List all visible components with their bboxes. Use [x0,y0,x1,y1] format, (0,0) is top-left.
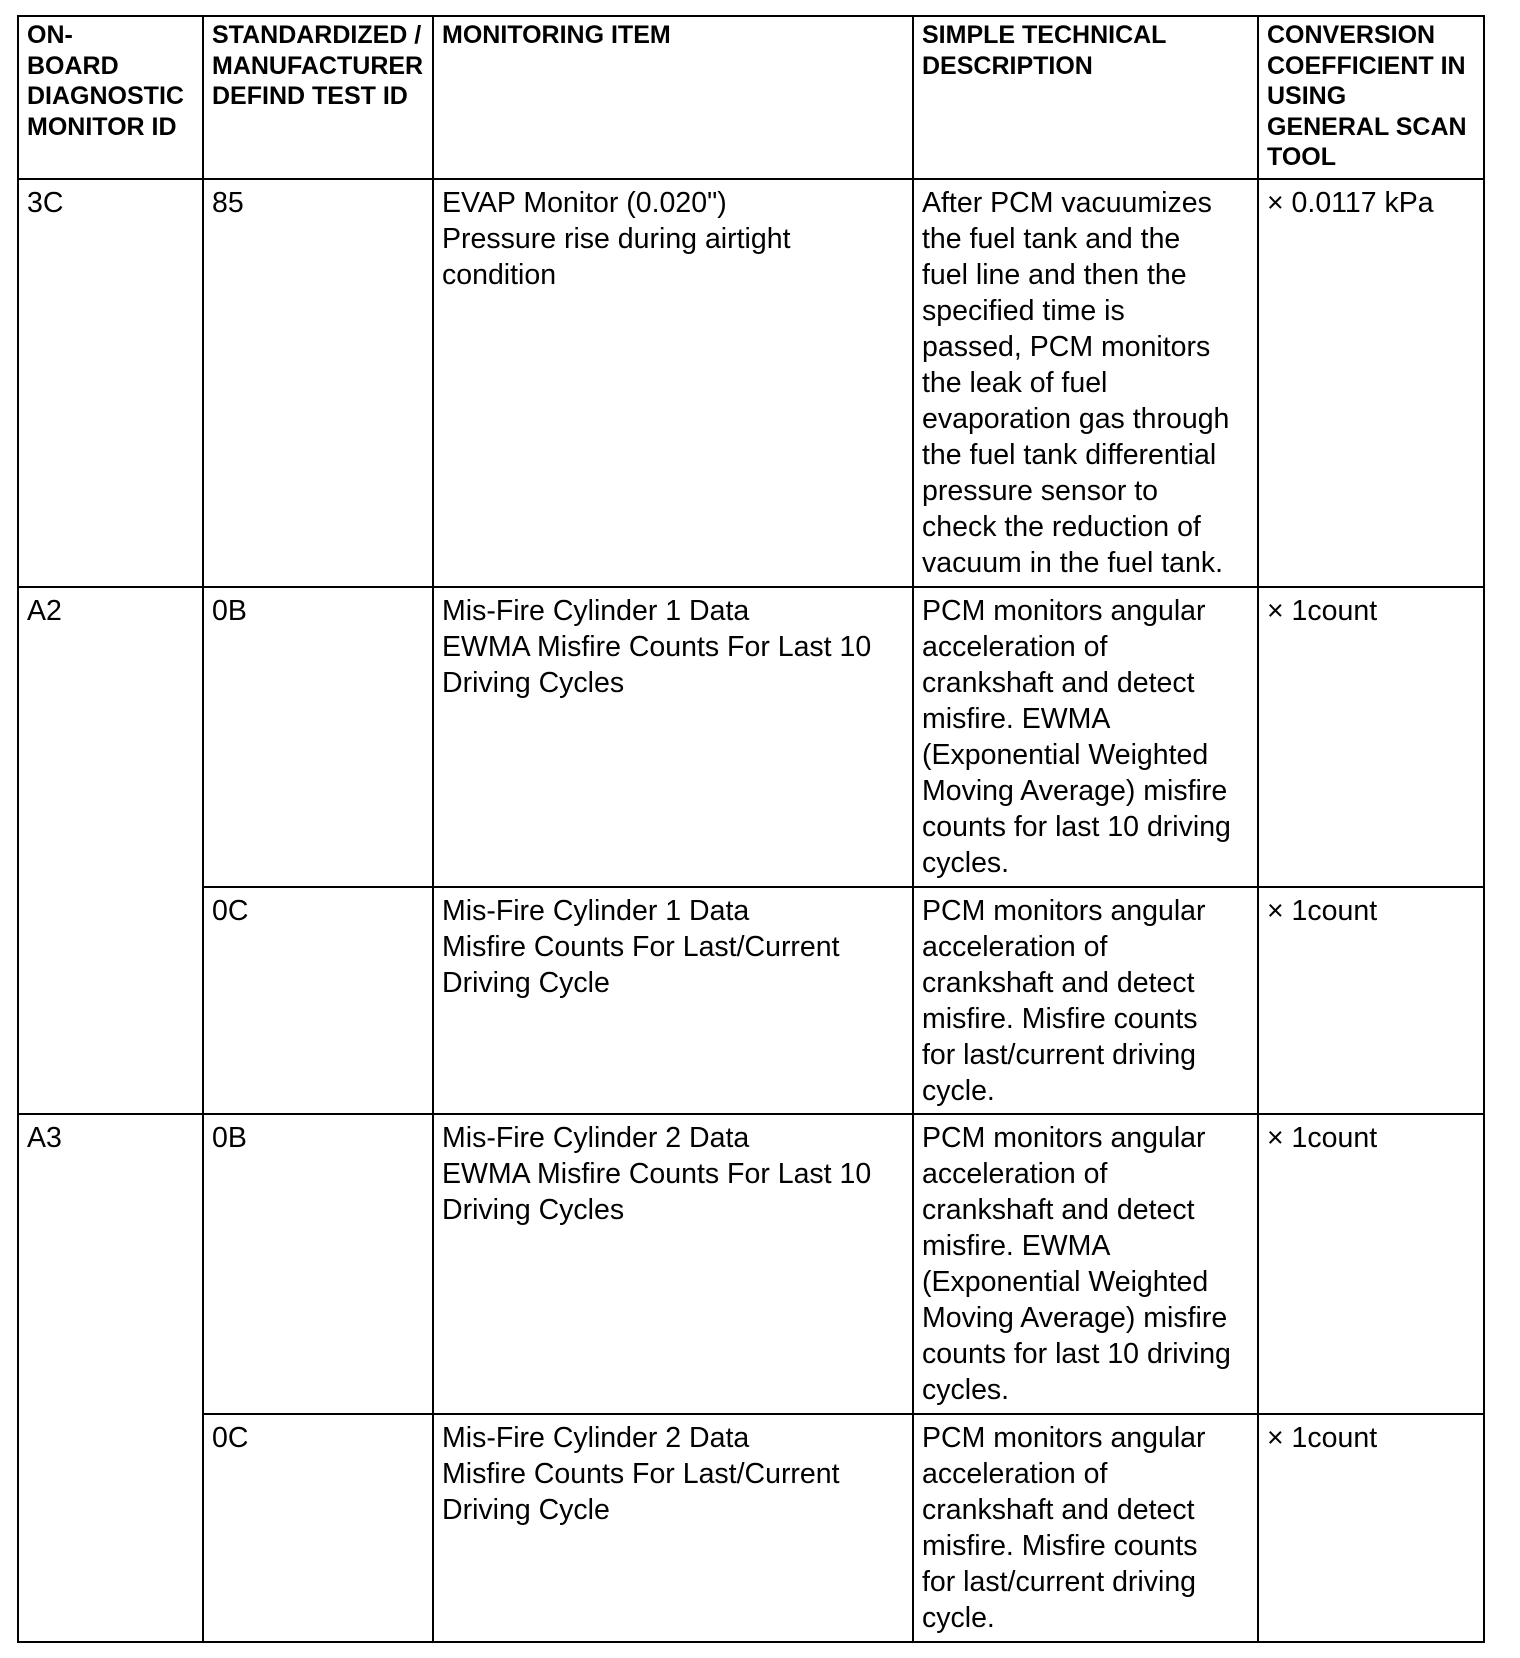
cell-conversion-coefficient: × 1count [1258,587,1484,887]
cell-technical-description: PCM monitors angular acceleration of crankshaft and detect misfire. Misfire counts for last/current driving cycle. [913,887,1258,1114]
cell-conversion-coefficient: × 1count [1258,1114,1484,1414]
table-row [18,179,1484,587]
cell-monitoring-item: Mis-Fire Cylinder 1 Data EWMA Misfire Counts For Last 10 Driving Cycles [433,587,913,887]
table-row [18,1414,1484,1642]
table-row [18,887,1484,1114]
cell-technical-description: After PCM vacuumizes the fuel tank and the fuel line and then the specified time is passed, PCM monitors the leak of fuel evaporation gas through the fuel tank differential pressure sensor to check the reduction of vacuum in the fuel tank. [913,179,1258,587]
cell-technical-description: PCM monitors angular acceleration of crankshaft and detect misfire. EWMA (Exponential Weighted Moving Average) misfire counts for last 10 driving cycles. [913,587,1258,887]
cell-monitor-id: 3C [18,179,203,587]
header-row [18,16,1484,179]
header-technical-description: SIMPLE TECHNICAL DESCRIPTION [913,16,1258,179]
table-header [18,16,1484,179]
cell-monitor-id: A3 [18,1114,203,1642]
cell-monitoring-item: Mis-Fire Cylinder 1 Data Misfire Counts For Last/Current Driving Cycle [433,887,913,1114]
header-monitor-id: ON- BOARD DIAGNOSTIC MONITOR ID [18,16,203,179]
cell-conversion-coefficient: × 1count [1258,1414,1484,1642]
monitoring-data-table [17,15,1485,1643]
cell-test-id: 0C [203,1414,433,1642]
cell-test-id: 0C [203,887,433,1114]
cell-monitoring-item: Mis-Fire Cylinder 2 Data Misfire Counts For Last/Current Driving Cycle [433,1414,913,1642]
cell-conversion-coefficient: × 1count [1258,887,1484,1114]
cell-test-id: 85 [203,179,433,587]
cell-test-id: 0B [203,587,433,887]
header-monitoring-item: MONITORING ITEM [433,16,913,179]
cell-technical-description: PCM monitors angular acceleration of crankshaft and detect misfire. EWMA (Exponential Weighted Moving Average) misfire counts for last 10 driving cycles. [913,1114,1258,1414]
table-row [18,587,1484,887]
table-row [18,1114,1484,1414]
cell-test-id: 0B [203,1114,433,1414]
cell-monitoring-item: EVAP Monitor (0.020") Pressure rise during airtight condition [433,179,913,587]
header-test-id: STANDARDIZED / MANUFACTURER DEFIND TEST ID [203,16,433,179]
header-conversion-coefficient: CONVERSION COEFFICIENT IN USING GENERAL SCAN TOOL [1258,16,1484,179]
cell-conversion-coefficient: × 0.0117 kPa [1258,179,1484,587]
table-body [18,179,1484,1642]
cell-technical-description: PCM monitors angular acceleration of crankshaft and detect misfire. Misfire counts for last/current driving cycle. [913,1414,1258,1642]
cell-monitoring-item: Mis-Fire Cylinder 2 Data EWMA Misfire Counts For Last 10 Driving Cycles [433,1114,913,1414]
cell-monitor-id: A2 [18,587,203,1114]
